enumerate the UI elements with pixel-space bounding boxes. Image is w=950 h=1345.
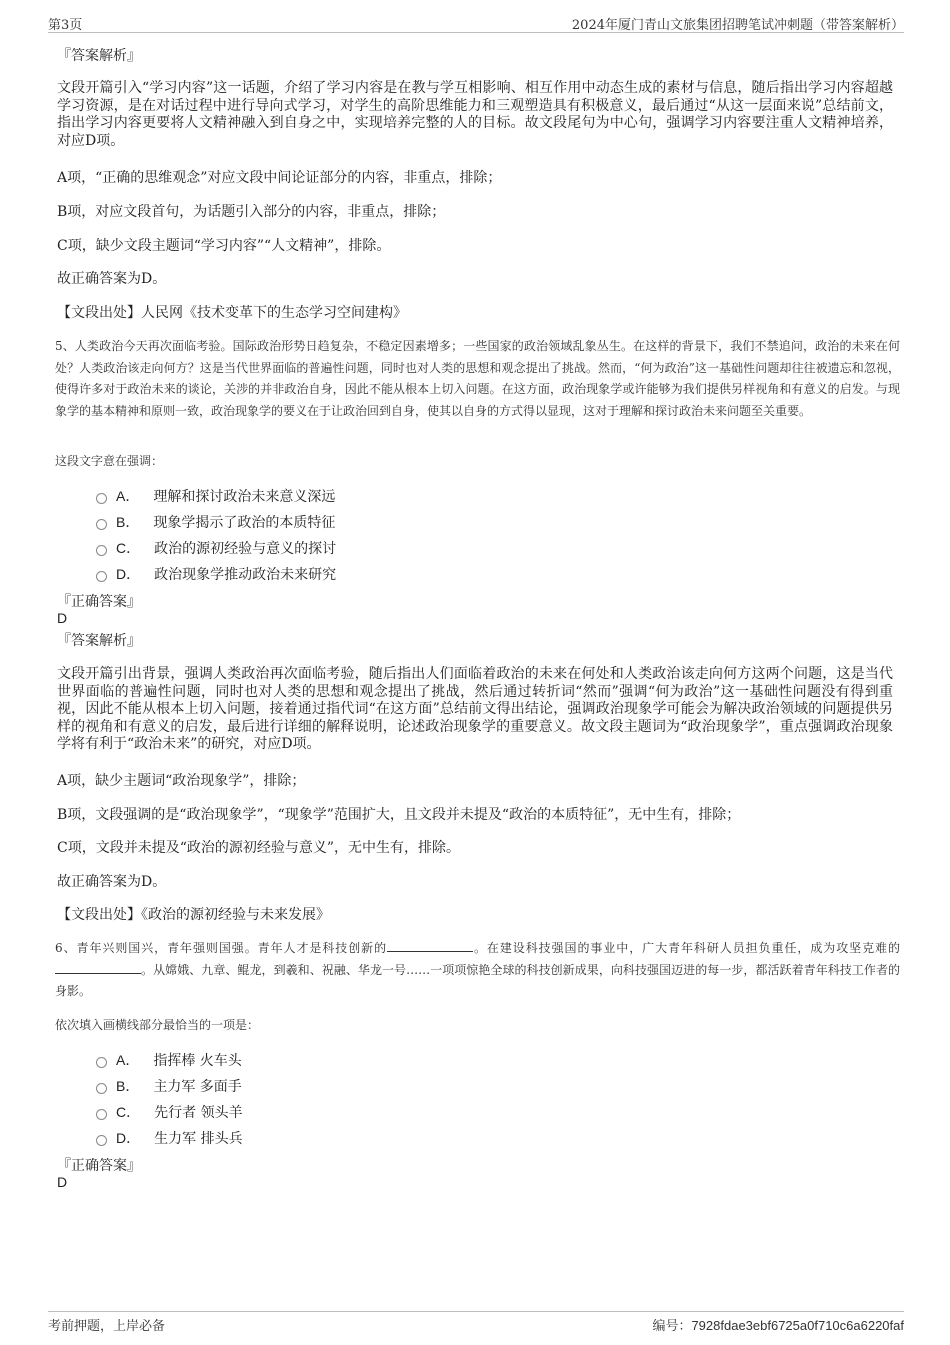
document-title: 2024年厦门青山文旅集团招聘笔试冲刺题（带答案解析） <box>571 18 904 33</box>
q5-option-c-analysis: C项，文段并未提及“政治的源初经验与意义”，无中生有，排除。 <box>57 840 461 856</box>
fill-blank-2[interactable] <box>55 961 141 974</box>
q4-option-b-analysis: B项，对应文段首句，为话题引入部分的内容，非重点，排除； <box>57 204 446 220</box>
q5-analysis: 文段开篇引出背景，强调人类政治再次面临考验，随后指出人们面临着政治的未来在何处和人类政治该走向何方这两个问题，这是当代世界面临的普遍性问题，同时也对人类的思想和观念提出了挑战，然后通过转折词“然而”强调“何为政治”这一基础性问题没有得到重视，因此不能从根本上切入问题，接着通过指代词“在这方面”总结前文得出结论，强调政治现象学可能会为解决政治领域的问题提供另样的视角和有意义的启发，最后进行详细的解释说明，论述政治现象学的重要意义。故文段主题词为“政治现象学”，重点强调政治现象学将有利于“政治未来”的研究，对应D项。 <box>57 666 893 752</box>
q4-conclusion: 故正确答案为D。 <box>57 271 167 287</box>
q5-answer-label: 『正确答案』 <box>57 594 141 610</box>
q6-option-c[interactable]: C． 先行者 领头羊 <box>96 1102 243 1122</box>
q5-option-d[interactable]: D． 政治现象学推动政治未来研究 <box>96 564 336 584</box>
page-footer <box>48 1311 904 1336</box>
page-number: 第3页 <box>48 18 83 33</box>
radio-icon[interactable] <box>96 1083 107 1094</box>
fill-blank-1[interactable] <box>387 939 473 952</box>
radio-icon[interactable] <box>96 1135 107 1146</box>
q5-option-a[interactable]: A． 理解和探讨政治未来意义深远 <box>96 486 335 506</box>
footer-slogan: 考前押题，上岸必备 <box>48 1319 166 1334</box>
radio-icon[interactable] <box>96 1057 107 1068</box>
radio-icon[interactable] <box>96 545 107 556</box>
q5-option-b-analysis: B项，文段强调的是“政治现象学”，“现象学”范围扩大，且文段并未提及“政治的本质特征”，无中生有，排除； <box>57 807 741 823</box>
q4-analysis: 文段开篇引入“学习内容”这一话题，介绍了学习内容是在教与学互相影响、相互作用中动态生成的素材与信息，随后指出学习内容超越学习资源，是在对话过程中进行导向式学习，对学生的高阶思维能力和三观塑造具有积极意义，最后通过“从这一层面来说”总结前文，指出学习内容更要将人文精神融入到自身之中，实现培养完整的人的目标。故文段尾句为中心句，强调学习内容要注重人文精神培养，对应D项。 <box>57 80 893 149</box>
radio-icon[interactable] <box>96 571 107 582</box>
q5-option-a-analysis: A项，缺少主题词“政治现象学”，排除； <box>57 773 306 789</box>
q5-option-c[interactable]: C． 政治的源初经验与意义的探讨 <box>96 538 336 558</box>
radio-icon[interactable] <box>96 519 107 530</box>
q4-option-a-analysis: A项，“正确的思维观念”对应文段中间论证部分的内容，非重点，排除； <box>57 170 502 186</box>
q4-analysis-label: 『答案解析』 <box>57 48 141 64</box>
q5-prompt: 这段文字意在强调： <box>55 454 164 468</box>
radio-icon[interactable] <box>96 1109 107 1120</box>
q6-option-d[interactable]: D． 生力军 排头兵 <box>96 1128 243 1148</box>
q6-prompt: 依次填入画横线部分最恰当的一项是： <box>55 1018 260 1032</box>
q6-answer: D <box>57 1174 68 1190</box>
q6-option-b[interactable]: B． 主力军 多面手 <box>96 1076 242 1096</box>
q5-source: 【文段出处】《政治的源初经验与未来发展》 <box>57 907 330 923</box>
q5-option-b[interactable]: B． 现象学揭示了政治的本质特征 <box>96 512 335 532</box>
q5-conclusion: 故正确答案为D。 <box>57 874 167 890</box>
q4-option-c-analysis: C项，缺少文段主题词“学习内容”“人文精神”，排除。 <box>57 238 391 254</box>
radio-icon[interactable] <box>96 493 107 504</box>
q5-analysis-label: 『答案解析』 <box>57 633 141 649</box>
q6-question-text: 6、青年兴则国兴，青年强则国强。青年人才是科技创新的 。在建设科技强国的事业中，广大青年科研人员担负重任，成为攻坚克难的。从嫦娥、九章、鲲龙，到羲和、祝融、华龙一号……一项项惊艳全球的科技创新成果，向科技强国迈进的每一步，都活跃着青年科技工作者的身影。 <box>55 941 900 998</box>
document-code: 编号：7928fdae3ebf6725a0f710c6a6220faf <box>652 1318 904 1333</box>
q6-option-a[interactable]: A． 指挥棒 火车头 <box>96 1050 242 1070</box>
q4-source: 【文段出处】人民网《技术变革下的生态学习空间建构》 <box>57 305 407 321</box>
q5-answer: D <box>57 610 68 626</box>
q5-question-text: 5、人类政治今天再次面临考验。国际政治形势日趋复杂，不稳定因素增多；一些国家的政治领域乱象丛生。在这样的背景下，我们不禁追问，政治的未来在何处？人类政治该走向何方？这是当代世界面临的普遍性问题，同时也对人类的思想和观念提出了挑战。然而，“何为政治”这一基础性问题却往往被遗忘和忽视，使得许多对于政治未来的谈论，关涉的并非政治自身，因此不能从根本上切入问题。在这方面，政治现象学或许能够为我们提供另样视角和有意义的启发。与现象学的基本精神和原则一致，政治现象学的要义在于让政治回到自身，使其以自身的方式得以显现，这对于理解和探讨政治未来问题至关重要。 <box>55 339 900 418</box>
page-header <box>48 12 904 33</box>
q6-answer-label: 『正确答案』 <box>57 1158 141 1174</box>
